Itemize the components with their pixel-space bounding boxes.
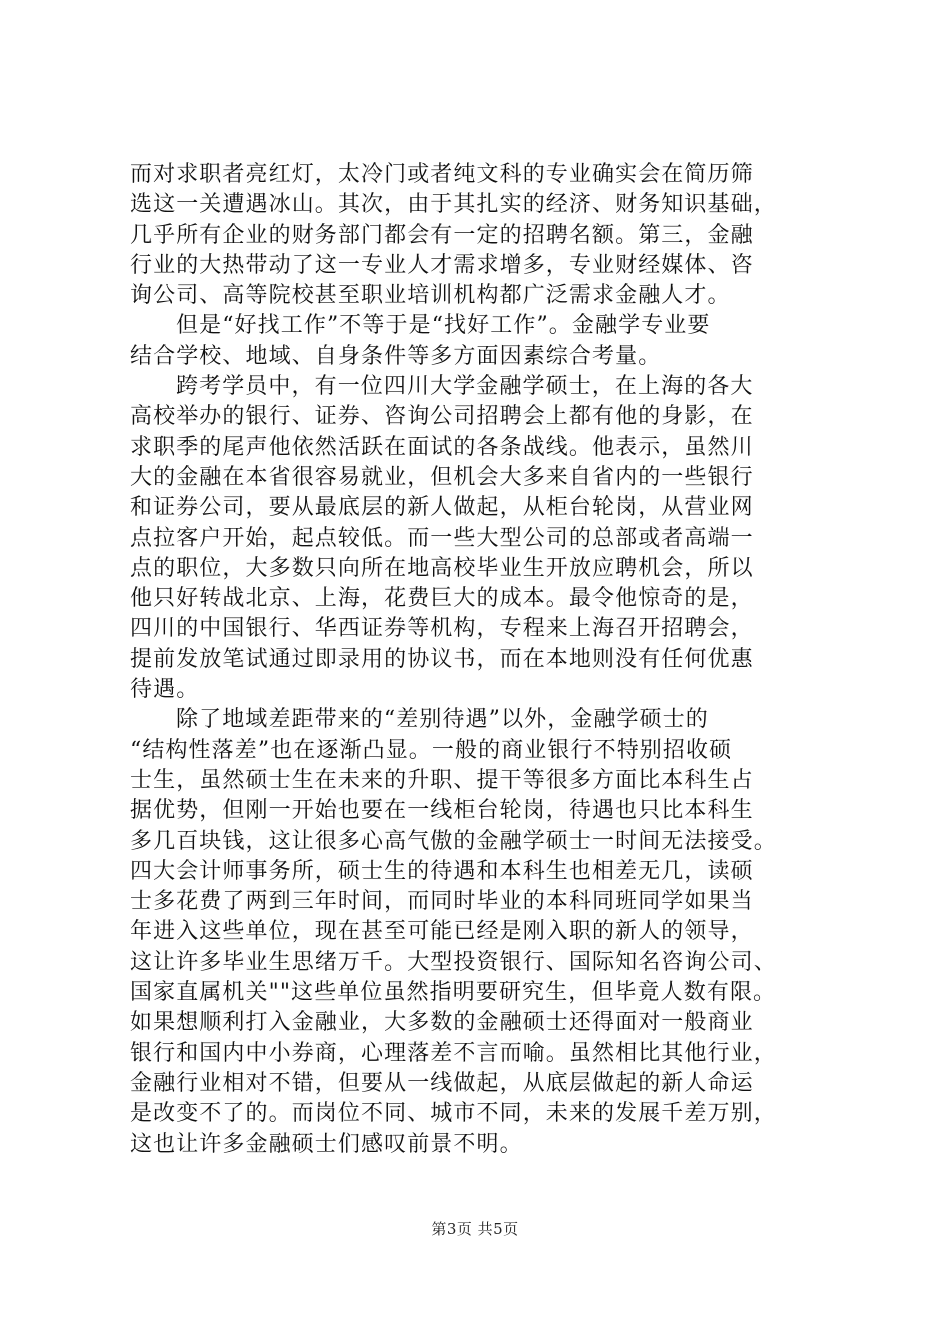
text-line: 高校举办的银行、证券、咨询公司招聘会上都有他的身影，在 (130, 404, 754, 430)
text-line: 提前发放笔试通过即录用的协议书，而在本地则没有任何优惠 (130, 646, 754, 672)
text-line: 他只好转战北京、上海，花费巨大的成本。最令他惊奇的是， (130, 586, 754, 612)
text-line: 士多花费了两到三年时间，而同时毕业的本科同班同学如果当 (130, 889, 754, 915)
text-line: 银行和国内中小券商，心理落差不言而喻。虽然相比其他行业， (130, 1040, 777, 1066)
text-line: 几乎所有企业的财务部门都会有一定的招聘名额。第三，金融 (130, 222, 754, 248)
text-line: “结构性落差”也在逐渐凸显。一般的商业银行不特别招收硕 (130, 737, 733, 763)
text-line: 这也让许多金融硕士们感叹前景不明。 (130, 1131, 523, 1157)
text-line: 点的职位，大多数只向所在地高校毕业生开放应聘机会，所以 (130, 555, 754, 581)
paragraph-1 (130, 160, 850, 311)
text-line: 四大会计师事务所，硕士生的待遇和本科生也相差无几，读硕 (130, 858, 754, 884)
text-line: 四川的中国银行、华西证券等机构，专程来上海召开招聘会， (130, 616, 754, 642)
paragraph-2 (130, 311, 850, 372)
text-line: 年进入这些单位，现在甚至可能已经是刚入职的新人的领导， (130, 919, 754, 945)
text-line: 待遇。 (130, 677, 200, 703)
text-line: 国家直属机关""这些单位虽然指明要研究生，但毕竟人数有限。 (130, 980, 777, 1006)
page-number-footer: 第3页 共5页 (431, 1220, 519, 1238)
paragraph-3 (130, 372, 850, 705)
text-line: 是改变不了的。而岗位不同、城市不同，未来的发展千差万别， (130, 1101, 777, 1127)
text-line: 这让许多毕业生思绪万千。大型投资银行、国际知名咨询公司、 (130, 949, 777, 975)
body-text (130, 160, 850, 1160)
text-line: 多几百块钱，这让很多心高气傲的金融学硕士一时间无法接受。 (130, 828, 777, 854)
text-line: 点拉客户开始，起点较低。而一些大型公司的总部或者高端一 (130, 525, 754, 551)
text-line: 但是“好找工作”不等于是“找好工作”。金融学专业要 (176, 313, 711, 339)
paragraph-4 (130, 705, 850, 1159)
text-line: 和证券公司，要从最底层的新人做起，从柜台轮岗，从营业网 (130, 495, 754, 521)
text-line: 求职季的尾声他依然活跃在面试的各条战线。他表示，虽然川 (130, 434, 754, 460)
text-line: 而对求职者亮红灯，太冷门或者纯文科的专业确实会在简历筛 (130, 162, 754, 187)
text-line: 据优势，但刚一开始也要在一线柜台轮岗，待遇也只比本科生 (130, 798, 754, 824)
text-line: 大的金融在本省很容易就业，但机会大多来自省内的一些银行 (130, 464, 754, 490)
text-line: 询公司、高等院校甚至职业培训机构都广泛需求金融人才。 (130, 283, 731, 309)
text-line: 结合学校、地域、自身条件等多方面因素综合考量。 (130, 343, 662, 369)
text-line: 金融行业相对不错，但要从一线做起，从底层做起的新人命运 (130, 1070, 754, 1096)
text-line: 选这一关遭遇冰山。其次，由于其扎实的经济、财务知识基础， (130, 192, 777, 218)
text-line: 如果想顺利打入金融业，大多数的金融硕士还得面对一般商业 (130, 1010, 754, 1036)
text-line: 跨考学员中，有一位四川大学金融学硕士，在上海的各大 (176, 374, 754, 400)
text-line: 士生，虽然硕士生在未来的升职、提干等很多方面比本科生占 (130, 767, 754, 793)
text-line: 行业的大热带动了这一专业人才需求增多，专业财经媒体、咨 (130, 252, 754, 278)
text-line: 除了地域差距带来的“差别待遇”以外，金融学硕士的 (176, 707, 709, 733)
